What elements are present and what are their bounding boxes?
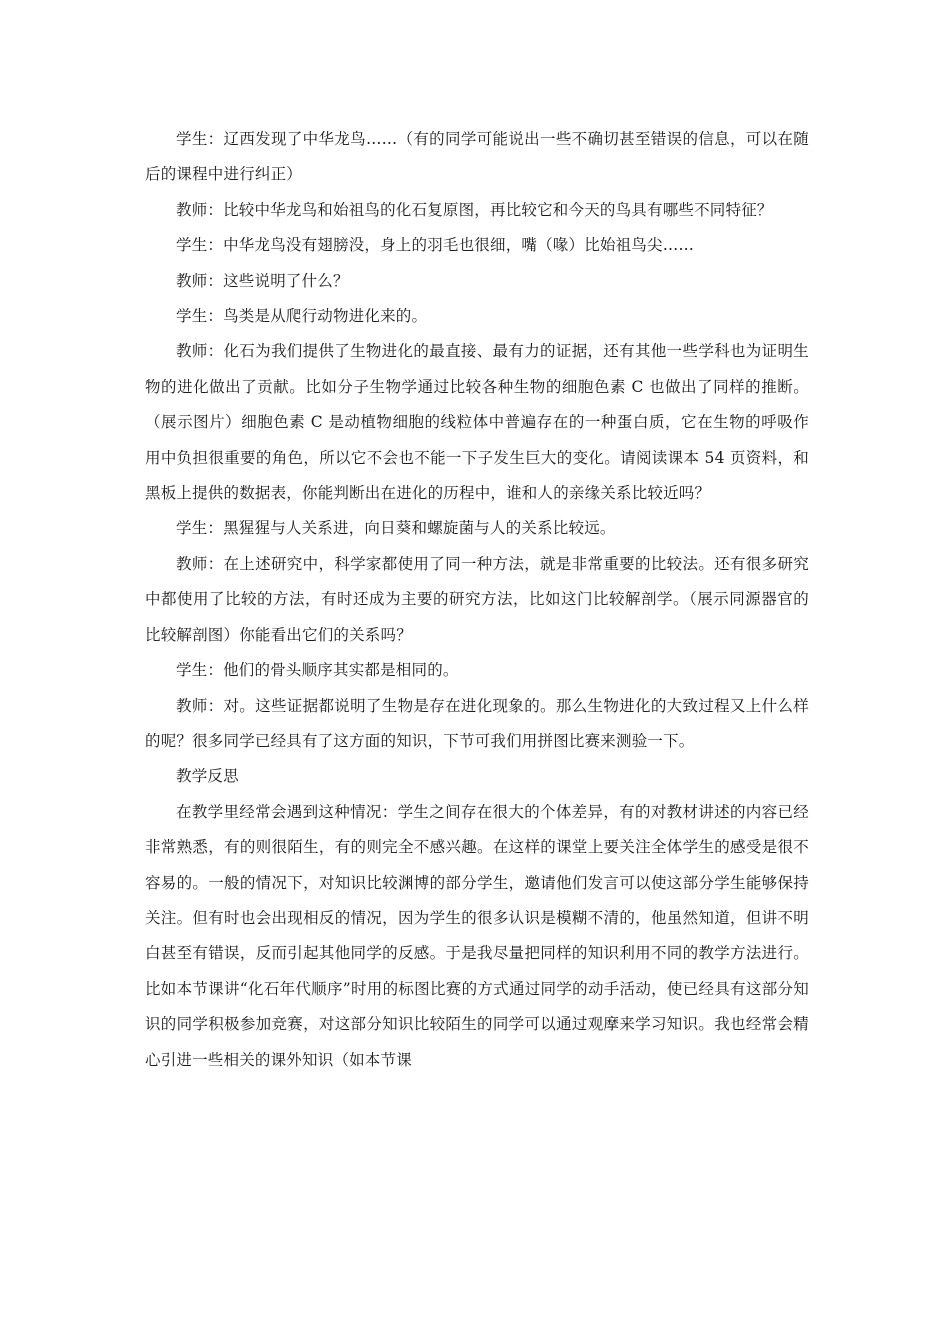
paragraph-student-features: 学生：中华龙鸟没有翅膀没，身上的羽毛也很细，嘴（喙）比始祖鸟尖…… — [176, 236, 695, 255]
paragraph-student-bones: 学生：他们的骨头顺序其实都是相同的。 — [176, 661, 459, 680]
paragraph-student-chimpanzee: 学生：黑猩猩与人关系进，向日葵和螺旋菌与人的关系比较远。 — [176, 519, 616, 538]
paragraph-teacher-question: 教师：这些说明了什么？ — [176, 271, 349, 290]
section-heading-reflection: 教学反思 — [176, 767, 239, 786]
paragraph-teacher-comparison-method: 教师：在上述研究中，科学家都使用了同一种方法，就是非常重要的比较法。还有很多研究中都使用了比较的方法，有时还成为主要的研究方法，比如这门比较解剖学。（展示同源器官的比较解剖图）你能看出它们的关系吗？ — [145, 554, 809, 644]
paragraph-reflection-body: 在教学里经常会遇到这种情况：学生之间存在很大的个体差异，有的对教材讲述的内容已经非常熟悉，有的则很陌生，有的则完全不感兴趣。在这样的课堂上要关注全体学生的感受是很不容易的。一般的情况下，对知识比较渊博的部分学生，邀请他们发言可以使这部分学生能够保持关注。但有时也会出现相反的情况，因为学生的很多认识是模糊不清的，他虽然知道，但讲不明白甚至有错误，反而引起其他同学的反感。于是我尽量把同样的知识利用不同的教学方法进行。比如本节课讲“化石年代顺序”时用的标图比赛的方式通过同学的动手活动，使已经具有这部分知识的同学积极参加竞赛，对这部分知识比较陌生的同学可以通过观摩来学习知识。我也经常会精心引进一些相关的课外知识（如本节课 — [145, 802, 809, 1069]
paragraph-teacher-cytochrome: 教师：化石为我们提供了生物进化的最直接、最有力的证据，还有其他一些学科也为证明生物的进化做出了贡献。比如分子生物学通过比较各种生物的细胞色素 C 也做出了同样的推断。（展示图片）细胞色素 C 是动植物细胞的线粒体中普遍存在的一种蛋白质，它在生物的呼吸作用中负担很重要的角色，所以它不会也不能一下子发生巨大的变化。请阅读课本 54 页资料，和黑板上提供的数据表，你能判断出在进化的历程中，谁和人的亲缘关系比较近吗？ — [145, 342, 809, 503]
paragraph-student-conclusion: 学生：鸟类是从爬行动物进化来的。 — [176, 307, 428, 326]
paragraph-teacher-evidence: 教师：对。这些证据都说明了生物是存在进化现象的。那么生物进化的大致过程又上什么样的呢？很多同学已经具有了这方面的知识，下节可我们用拼图比赛来测验一下。 — [145, 696, 809, 750]
paragraph-student-liaoxi: 学生：辽西发现了中华龙鸟……（有的同学可能说出一些不确切甚至错误的信息，可以在随后的课程中进行纠正） — [145, 130, 809, 184]
document-body — [145, 122, 809, 1078]
paragraph-teacher-compare-fossils: 教师：比较中华龙鸟和始祖鸟的化石复原图，再比较它和今天的鸟具有哪些不同特征？ — [176, 200, 773, 219]
